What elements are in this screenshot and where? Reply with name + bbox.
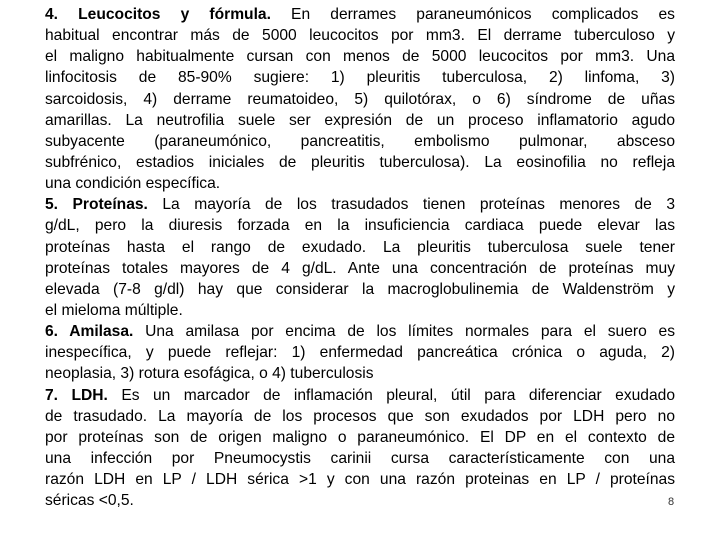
text-run: Una amilasa por encima de los límites normales para el suero es bbox=[133, 323, 675, 341]
section-heading: 4. Leucocitos y fórmula. bbox=[45, 6, 271, 23]
text-run: habitual encontrar más de 5000 leucocitos por mm3. El derrame tuberculoso y bbox=[45, 27, 675, 45]
text-run: el mieloma múltiple. bbox=[45, 301, 183, 319]
text-run: subyacente (paraneumónico, pancreatitis, embolismo pulmonar, absceso bbox=[45, 132, 675, 150]
text-run: La mayoría de los trasudados tienen proteínas menores de 3 bbox=[147, 196, 676, 214]
text-line bbox=[45, 321, 675, 342]
text-line bbox=[45, 300, 675, 321]
text-run: proteínas hasta el rango de exudado. La pleuritis tuberculosa suele tener bbox=[45, 238, 675, 256]
text-run: En derrames paraneumónicos complicados es bbox=[270, 6, 675, 23]
text-run: linfocitosis de 85-90% sugiere: 1) pleuritis tuberculosa, 2) linfoma, 3) bbox=[45, 69, 675, 87]
document-body bbox=[45, 4, 675, 511]
text-run: séricas <0,5. bbox=[45, 492, 134, 510]
text-line bbox=[45, 385, 675, 406]
text-line bbox=[45, 490, 675, 511]
text-line bbox=[45, 46, 675, 67]
text-run: amarillas. La neutrofilia suele ser expresión de un proceso inflamatorio agudo bbox=[45, 111, 675, 129]
section-heading: 7. LDH. bbox=[45, 386, 108, 404]
text-line bbox=[45, 427, 675, 448]
text-line bbox=[45, 279, 675, 300]
text-line bbox=[45, 194, 675, 215]
text-line bbox=[45, 215, 675, 236]
text-line bbox=[45, 363, 675, 384]
text-run: neoplasia, 3) rotura esofágica, o 4) tuberculosis bbox=[45, 365, 374, 383]
text-run: por proteínas son de origen maligno o paraneumónico. El DP en el contexto de bbox=[45, 428, 675, 446]
text-run: Es un marcador de inflamación pleural, útil para diferenciar exudado bbox=[107, 386, 675, 404]
text-run: elevada (7-8 g/dl) hay que considerar la macroglobulinemia de Waldenström y bbox=[45, 280, 675, 298]
section-heading: 6. Amilasa. bbox=[45, 323, 134, 341]
text-line bbox=[45, 237, 675, 258]
text-line bbox=[45, 131, 675, 152]
text-line bbox=[45, 173, 675, 194]
text-run: inespecífica, y puede reflejar: 1) enfermedad pancreática crónica o aguda, 2) bbox=[45, 344, 675, 362]
text-run: de trasudado. La mayoría de los procesos que son exudados por LDH pero no bbox=[45, 407, 675, 425]
text-line bbox=[45, 448, 675, 469]
text-line bbox=[45, 469, 675, 490]
section-heading: 5. Proteínas. bbox=[45, 196, 148, 214]
text-line bbox=[45, 110, 675, 131]
page-number: 8 bbox=[668, 496, 675, 508]
text-line bbox=[45, 67, 675, 88]
text-run: proteínas totales mayores de 4 g/dL. Ante una concentración de proteínas muy bbox=[45, 259, 675, 277]
text-run: razón LDH en LP / LDH sérica >1 y con una razón proteinas en LP / proteínas bbox=[45, 471, 675, 489]
text-line bbox=[45, 152, 675, 173]
text-run: sarcoidosis, 4) derrame reumatoideo, 5) quilotórax, o 6) síndrome de uñas bbox=[45, 90, 675, 108]
text-line bbox=[45, 25, 675, 46]
text-line bbox=[45, 89, 675, 110]
text-run: una infección por Pneumocystis carinii cursa característicamente con una bbox=[45, 449, 675, 467]
text-line bbox=[45, 342, 675, 363]
text-line bbox=[45, 258, 675, 279]
text-line bbox=[45, 4, 675, 25]
text-run: el maligno habitualmente cursan con menos de 5000 leucocitos por mm3. Una bbox=[45, 48, 675, 66]
text-run: g/dL, pero la diuresis forzada en la insuficiencia cardiaca puede elevar las bbox=[45, 217, 675, 235]
text-run: subfrénico, estadios iniciales de pleuritis tuberculosa). La eosinofilia no refleja bbox=[45, 153, 675, 171]
text-run: una condición específica. bbox=[45, 175, 221, 193]
text-line bbox=[45, 406, 675, 427]
